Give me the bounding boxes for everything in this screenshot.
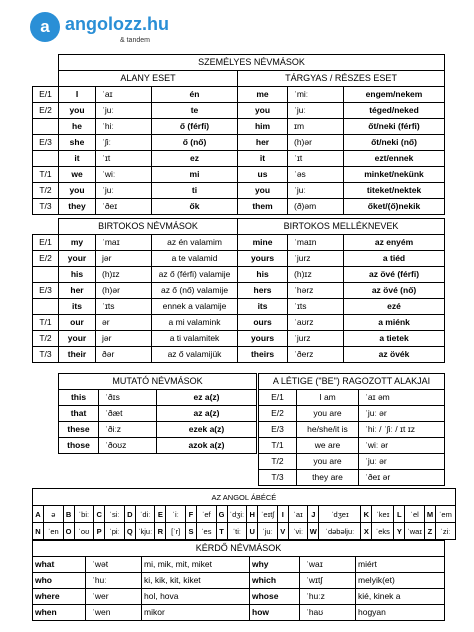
be-verb-table — [258, 373, 445, 486]
table-row — [259, 454, 445, 470]
letter-pronunciation: ˈdiː — [135, 506, 155, 523]
hungarian-meaning: kié, kinek a — [356, 589, 445, 605]
pronunciation: ˈðɪs — [99, 390, 157, 406]
letter-pronunciation: ˈtiː — [227, 523, 247, 540]
table-row — [33, 299, 445, 315]
person-label: T/1 — [33, 315, 59, 331]
alphabet-letter: O — [63, 523, 74, 540]
alphabet-table — [32, 488, 456, 540]
letter-pronunciation: ˈiː — [166, 506, 186, 523]
pronoun-word: she — [59, 135, 96, 151]
pronoun-word: his — [238, 267, 288, 283]
alphabet-letter: V — [277, 523, 288, 540]
question-words-table — [32, 540, 445, 621]
pronoun-word: that — [59, 406, 99, 422]
hungarian-meaning: ők — [152, 199, 238, 215]
person-label: E/3 — [33, 283, 59, 299]
letter-pronunciation: ˈoʊ — [74, 523, 94, 540]
person-label: E/3 — [259, 422, 297, 438]
pronunciation: (h)ɪz — [96, 267, 152, 283]
hungarian-meaning: a ti valamitek — [152, 331, 238, 347]
pronoun-word: our — [59, 315, 96, 331]
logo-name: angolozz.hu — [65, 14, 169, 34]
hungarian-meaning: az övék — [344, 347, 445, 363]
pronunciation: ˈaɪ əm — [359, 390, 445, 406]
hungarian-meaning: ti — [152, 183, 238, 199]
pronunciation: ðər — [96, 347, 152, 363]
pronoun-word: its — [238, 299, 288, 315]
pronunciation: ˈðerz — [288, 347, 344, 363]
table-row — [33, 347, 445, 363]
pronunciation: ər — [96, 315, 152, 331]
pronunciation: ˈaʊrz — [288, 315, 344, 331]
hungarian-meaning: mikor — [142, 605, 250, 621]
hungarian-meaning: őt/neki (nő) — [344, 135, 445, 151]
person-label: E/1 — [33, 235, 59, 251]
verb-form: I am — [297, 390, 359, 406]
letter-pronunciation: [ˈr] — [166, 523, 186, 540]
table-row — [33, 267, 445, 283]
pronunciation: ˈmiː — [288, 87, 344, 103]
pronunciation: (h)ər — [96, 283, 152, 299]
hungarian-meaning: én — [152, 87, 238, 103]
pronoun-word: her — [59, 283, 96, 299]
pronoun-word: this — [59, 390, 99, 406]
pronunciation: ˈwɪtʃ — [300, 573, 356, 589]
pronunciation: ˈhiː / ˈʃiː / ɪt ɪz — [359, 422, 445, 438]
letter-pronunciation: ˈem — [435, 506, 455, 523]
hungarian-meaning: ő (férfi) — [152, 119, 238, 135]
alphabet-letter: I — [277, 506, 288, 523]
person-label: T/3 — [33, 347, 59, 363]
alphabet-letter: E — [155, 506, 166, 523]
pronunciation: ˈwət — [86, 557, 142, 573]
pronunciation: ˈjuː — [96, 103, 152, 119]
hungarian-meaning: a mi valamink — [152, 315, 238, 331]
table-row — [259, 438, 445, 454]
pronoun-word: hers — [238, 283, 288, 299]
personal-pronouns-table — [32, 54, 445, 215]
table-row — [33, 199, 445, 215]
alphabet-letter: T — [216, 523, 227, 540]
hungarian-meaning: mi — [152, 167, 238, 183]
hungarian-meaning: te — [152, 103, 238, 119]
alphabet-letter: P — [94, 523, 105, 540]
hungarian-meaning: az ő (nő) valamije — [152, 283, 238, 299]
pronunciation: ˈjuː ər — [359, 454, 445, 470]
logo-subtitle: & tandem — [120, 37, 150, 44]
hungarian-meaning: hol, hova — [142, 589, 250, 605]
alphabet-letter: S — [185, 523, 196, 540]
question-word: what — [33, 557, 86, 573]
table-row — [33, 87, 445, 103]
letter-pronunciation: ˈes — [196, 523, 216, 540]
alphabet-letter: J — [308, 506, 319, 523]
pronoun-word: its — [59, 299, 96, 315]
pronoun-word: your — [59, 251, 96, 267]
hungarian-meaning: mi, mik, mit, miket — [142, 557, 250, 573]
letter-pronunciation: ˈjuː — [258, 523, 278, 540]
pronunciation: ˈðiːz — [99, 422, 157, 438]
question-word: who — [33, 573, 86, 589]
pronoun-word: we — [59, 167, 96, 183]
hungarian-meaning: ki, kik, kit, kiket — [142, 573, 250, 589]
pronoun-word: he — [59, 119, 96, 135]
hungarian-meaning: ezek a(z) — [157, 422, 257, 438]
person-label: E/2 — [33, 251, 59, 267]
pronunciation: ˈmaɪn — [288, 235, 344, 251]
alphabet-title: AZ ANGOL ÁBÉCÉ — [33, 489, 456, 506]
letter-pronunciation: ˈsiː — [105, 506, 125, 523]
person-label: E/1 — [259, 390, 297, 406]
hungarian-meaning: ez — [152, 151, 238, 167]
question-word: which — [250, 573, 300, 589]
hungarian-meaning: az a(z) — [157, 406, 257, 422]
pronoun-word: his — [59, 267, 96, 283]
alphabet-letter: Y — [394, 523, 405, 540]
alphabet-letter: Q — [124, 523, 135, 540]
hungarian-meaning: engem/nekem — [344, 87, 445, 103]
pronoun-word: me — [238, 87, 288, 103]
hungarian-meaning: a te valamid — [152, 251, 238, 267]
letter-pronunciation: ˈel — [405, 506, 425, 523]
hungarian-meaning: az enyém — [344, 235, 445, 251]
person-label — [33, 299, 59, 315]
person-label: T/3 — [259, 470, 297, 486]
pronunciation: ˈwer — [86, 589, 142, 605]
letter-pronunciation: ˈkeɪ — [372, 506, 394, 523]
table-row — [33, 605, 445, 621]
person-label: E/1 — [33, 87, 59, 103]
letter-pronunciation: ˈwaɪ — [405, 523, 425, 540]
alphabet-letter: U — [247, 523, 258, 540]
hungarian-meaning: a tiéd — [344, 251, 445, 267]
pronoun-word: I — [59, 87, 96, 103]
be-verb-title: A LÉTIGE ("BE") RAGOZOTT ALAKJAI — [259, 374, 445, 390]
hungarian-meaning: a miénk — [344, 315, 445, 331]
pronunciation: ˈhuː — [86, 573, 142, 589]
pronunciation: ˈjuː — [288, 103, 344, 119]
pronoun-word: mine — [238, 235, 288, 251]
pronunciation: ˈwiː — [96, 167, 152, 183]
pronoun-word: us — [238, 167, 288, 183]
pronoun-word: her — [238, 135, 288, 151]
pronunciation: (h)ər — [288, 135, 344, 151]
possessive-adjectives-title: BIRTOKOS MELLÉKNEVEK — [238, 219, 445, 235]
alphabet-row-1 — [33, 506, 456, 523]
letter-pronunciation: ə — [44, 506, 64, 523]
object-case-header: TÁRGYAS / RÉSZES ESET — [238, 71, 445, 87]
table-row — [33, 151, 445, 167]
question-word: when — [33, 605, 86, 621]
letter-pronunciation: ˈeks — [372, 523, 394, 540]
pronoun-word: my — [59, 235, 96, 251]
personal-pronouns-rows — [33, 87, 445, 215]
letter-pronunciation: ˈen — [44, 523, 64, 540]
letter-pronunciation: ˈaɪ — [288, 506, 308, 523]
pronoun-word: it — [59, 151, 96, 167]
hungarian-meaning: melyik(et) — [356, 573, 445, 589]
hungarian-meaning: az övé (férfi) — [344, 267, 445, 283]
hungarian-meaning: az ő valamijük — [152, 347, 238, 363]
logo-icon: a — [30, 12, 60, 42]
table-row — [33, 315, 445, 331]
pronoun-word: you — [238, 103, 288, 119]
hungarian-meaning: miért — [356, 557, 445, 573]
person-label: E/2 — [33, 103, 59, 119]
letter-pronunciation: ˈbiː — [74, 506, 94, 523]
pronunciation: (ð)əm — [288, 199, 344, 215]
hungarian-meaning: az ő (férfi) valamije — [152, 267, 238, 283]
alphabet-letter: Z — [424, 523, 435, 540]
pronunciation: ɪm — [288, 119, 344, 135]
pronunciation: ˈhaʊ — [300, 605, 356, 621]
table-row — [259, 390, 445, 406]
table-row — [33, 119, 445, 135]
pronunciation: ˈjuː — [288, 183, 344, 199]
demonstrative-rows — [59, 390, 257, 454]
hungarian-meaning: azok a(z) — [157, 438, 257, 454]
table-row — [59, 406, 257, 422]
possessive-table — [32, 218, 445, 363]
hungarian-meaning: a tietek — [344, 331, 445, 347]
hungarian-meaning: ez a(z) — [157, 390, 257, 406]
pronoun-word: him — [238, 119, 288, 135]
personal-pronouns-title: SZEMÉLYES NÉVMÁSOK — [59, 55, 445, 71]
letter-pronunciation: ˈeɪtʃ — [258, 506, 278, 523]
pronunciation: ˈjurz — [288, 251, 344, 267]
question-word: where — [33, 589, 86, 605]
hungarian-meaning: minket/nekünk — [344, 167, 445, 183]
person-label — [33, 151, 59, 167]
alphabet-letter: B — [63, 506, 74, 523]
letter-pronunciation: ˈef — [196, 506, 216, 523]
pronunciation: ˈðeɪ — [96, 199, 152, 215]
alphabet-letter: M — [424, 506, 435, 523]
table-row — [33, 103, 445, 119]
possessive-pronouns-title: BIRTOKOS NÉVMÁSOK — [59, 219, 238, 235]
letter-pronunciation: ˈviː — [288, 523, 308, 540]
table-row — [33, 251, 445, 267]
alphabet-letter: C — [94, 506, 105, 523]
alphabet-letter: W — [308, 523, 319, 540]
alphabet-letter: F — [185, 506, 196, 523]
hungarian-meaning: őket/(ő)nekik — [344, 199, 445, 215]
table-row — [33, 183, 445, 199]
pronoun-word: you — [238, 183, 288, 199]
verb-form: they are — [297, 470, 359, 486]
person-label: E/3 — [33, 135, 59, 151]
pronoun-word: your — [59, 331, 96, 347]
person-label — [33, 119, 59, 135]
table-row — [259, 470, 445, 486]
pronoun-word: ours — [238, 315, 288, 331]
table-row — [59, 438, 257, 454]
hungarian-meaning: az övé (nő) — [344, 283, 445, 299]
hungarian-meaning: ennek a valamije — [152, 299, 238, 315]
question-word: how — [250, 605, 300, 621]
person-label: E/2 — [259, 406, 297, 422]
table-row — [59, 422, 257, 438]
pronunciation: ˈɪts — [96, 299, 152, 315]
verb-form: we are — [297, 438, 359, 454]
alphabet-letter: K — [361, 506, 372, 523]
letter-pronunciation: ˈdəbəljuː — [319, 523, 361, 540]
possessive-rows — [33, 235, 445, 363]
table-row — [33, 573, 445, 589]
letter-pronunciation: ˈpiː — [105, 523, 125, 540]
question-word: why — [250, 557, 300, 573]
alphabet-letter: A — [33, 506, 44, 523]
table-row — [33, 283, 445, 299]
subject-case-header: ALANY ESET — [59, 71, 238, 87]
pronunciation: jər — [96, 251, 152, 267]
person-label: T/1 — [259, 438, 297, 454]
table-row — [59, 390, 257, 406]
pronoun-word: you — [59, 103, 96, 119]
verb-form: he/she/it is — [297, 422, 359, 438]
hungarian-meaning: az én valamim — [152, 235, 238, 251]
alphabet-letter: N — [33, 523, 44, 540]
table-row — [259, 406, 445, 422]
hungarian-meaning: ezé — [344, 299, 445, 315]
pronunciation: ˈɪts — [288, 299, 344, 315]
pronunciation: ˈjuː — [96, 183, 152, 199]
pronoun-word: them — [238, 199, 288, 215]
question-word: whose — [250, 589, 300, 605]
person-label: T/3 — [33, 199, 59, 215]
pronoun-word: these — [59, 422, 99, 438]
hungarian-meaning: hogyan — [356, 605, 445, 621]
hungarian-meaning: őt/neki (férfi) — [344, 119, 445, 135]
demonstrative-table — [58, 373, 257, 454]
table-row — [33, 331, 445, 347]
table-row — [33, 557, 445, 573]
pronunciation: ˈwen — [86, 605, 142, 621]
pronunciation: ˈhərz — [288, 283, 344, 299]
pronunciation: ˈʃiː — [96, 135, 152, 151]
pronunciation: ˈaɪ — [96, 87, 152, 103]
alphabet-letter: H — [247, 506, 258, 523]
person-label: T/2 — [259, 454, 297, 470]
alphabet-letter: G — [216, 506, 227, 523]
pronoun-word: theirs — [238, 347, 288, 363]
verb-form: you are — [297, 406, 359, 422]
hungarian-meaning: titeket/nektek — [344, 183, 445, 199]
pronunciation: ˈjuː ər — [359, 406, 445, 422]
pronunciation: ˈwaɪ — [300, 557, 356, 573]
letter-pronunciation: ˈziː — [435, 523, 455, 540]
alphabet-row-2 — [33, 523, 456, 540]
table-row — [33, 135, 445, 151]
pronunciation: ˈhuːz — [300, 589, 356, 605]
hungarian-meaning: ő (nő) — [152, 135, 238, 151]
pronunciation: ˈðoʊz — [99, 438, 157, 454]
pronunciation: ˈðeɪ ər — [359, 470, 445, 486]
pronunciation: ˈɪt — [96, 151, 152, 167]
table-row — [259, 422, 445, 438]
alphabet-letter: D — [124, 506, 135, 523]
letter-pronunciation: ˈdʒiː — [227, 506, 247, 523]
pronoun-word: it — [238, 151, 288, 167]
pronunciation: ˈhiː — [96, 119, 152, 135]
verb-form: you are — [297, 454, 359, 470]
letter-pronunciation: ˈkjuː — [135, 523, 155, 540]
question-words-rows — [33, 557, 445, 621]
hungarian-meaning: ezt/ennek — [344, 151, 445, 167]
pronoun-word: you — [59, 183, 96, 199]
person-label: T/2 — [33, 331, 59, 347]
pronoun-word: yours — [238, 251, 288, 267]
letter-pronunciation: ˈdʒeɪ — [319, 506, 361, 523]
person-label: T/2 — [33, 183, 59, 199]
question-words-title: KÉRDŐ NÉVMÁSOK — [33, 541, 445, 557]
hungarian-meaning: téged/neked — [344, 103, 445, 119]
alphabet-letter: R — [155, 523, 166, 540]
table-row — [33, 167, 445, 183]
alphabet-letter: X — [361, 523, 372, 540]
pronunciation: ˈəs — [288, 167, 344, 183]
pronunciation: ˈðæt — [99, 406, 157, 422]
be-verb-rows — [259, 390, 445, 486]
pronoun-word: those — [59, 438, 99, 454]
pronunciation: ˈɪt — [288, 151, 344, 167]
person-label: T/1 — [33, 167, 59, 183]
table-row — [33, 589, 445, 605]
person-label — [33, 267, 59, 283]
pronoun-word: their — [59, 347, 96, 363]
pronunciation: ˈmaɪ — [96, 235, 152, 251]
pronunciation: jər — [96, 331, 152, 347]
alphabet-letter: L — [394, 506, 405, 523]
pronoun-word: yours — [238, 331, 288, 347]
table-row — [33, 235, 445, 251]
pronoun-word: they — [59, 199, 96, 215]
demonstrative-title: MUTATÓ NÉVMÁSOK — [59, 374, 257, 390]
pronunciation: (h)ɪz — [288, 267, 344, 283]
pronunciation: ˈwiː ər — [359, 438, 445, 454]
pronunciation: ˈjurz — [288, 331, 344, 347]
